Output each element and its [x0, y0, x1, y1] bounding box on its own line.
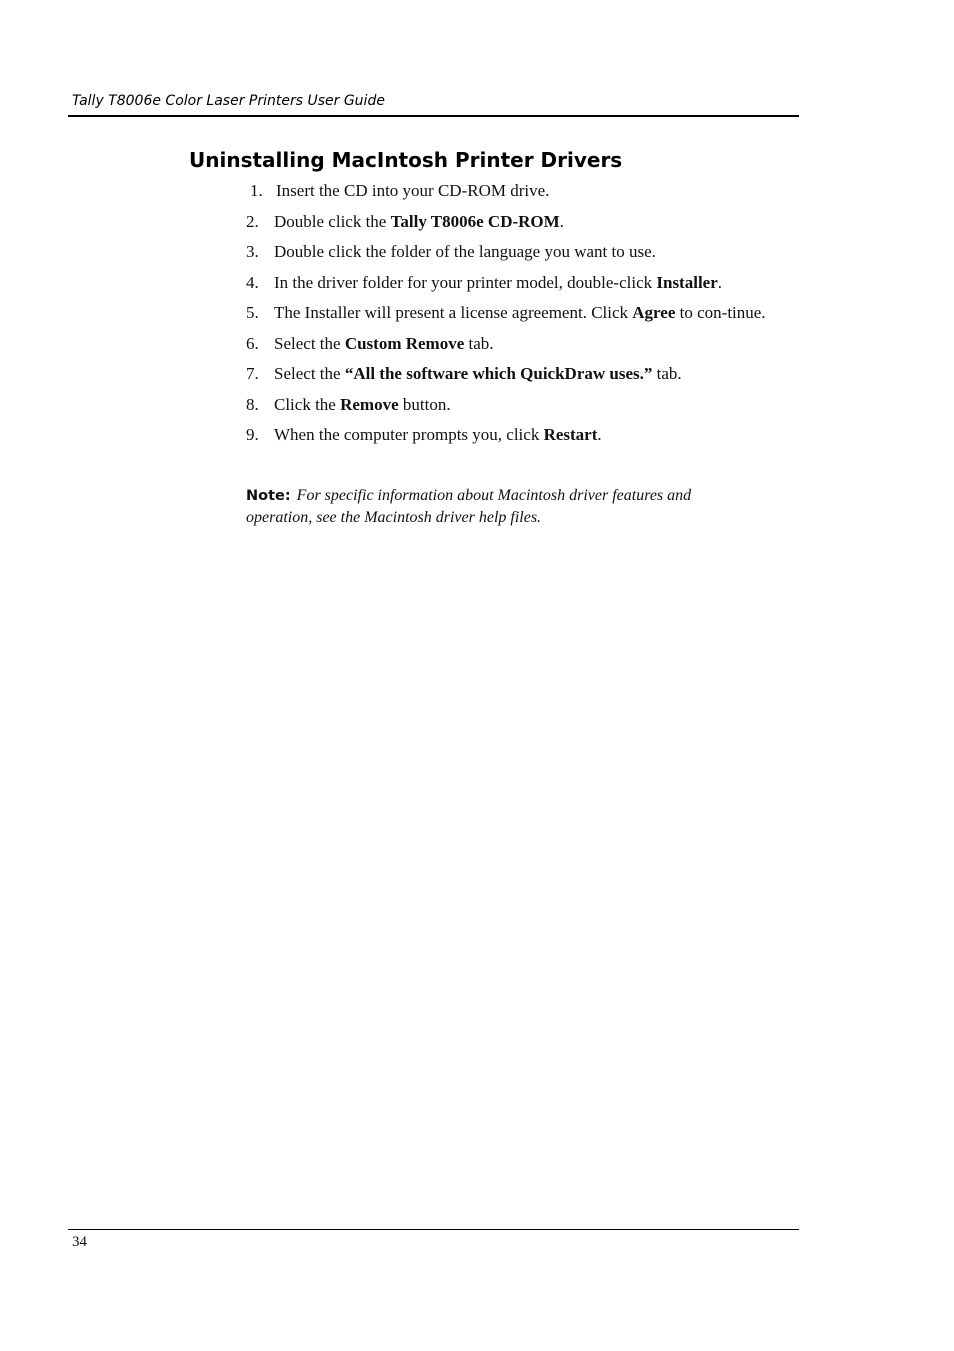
step-emphasis: Agree [632, 303, 676, 322]
step-emphasis: Remove [340, 394, 399, 414]
step-emphasis: Custom Remove [344, 333, 465, 353]
step-text-end: to con-tinue. [675, 303, 766, 322]
step-emphasis: “All the software which QuickDraw uses.” [344, 364, 653, 383]
step-text-end: . [597, 425, 602, 444]
step-number: 4. [246, 272, 259, 292]
step-number: 1. [250, 181, 263, 200]
step-text: Select the [274, 364, 345, 383]
step-emphasis: Installer [656, 272, 718, 292]
list-item [246, 424, 776, 445]
step-number: 2. [246, 211, 259, 231]
note-label: Note: [246, 488, 291, 504]
step-text: In the driver folder for your printer model, double-click [274, 272, 657, 292]
list-item [246, 180, 776, 201]
list-item [246, 211, 776, 232]
step-number: 9. [246, 425, 259, 444]
step-text: Select the [274, 333, 345, 353]
step-text: The Installer will present a license agreement. Click [274, 303, 633, 322]
list-item [246, 241, 776, 262]
step-text: Click the [274, 394, 341, 414]
step-emphasis: Tally T8006e CD-ROM [390, 211, 560, 231]
step-text: When the computer prompts you, click [274, 425, 544, 444]
steps-list [246, 180, 776, 455]
step-number: 8. [246, 394, 259, 414]
step-text: Insert the CD into your CD-ROM drive. [276, 181, 550, 200]
list-item [246, 363, 776, 384]
step-number: 3. [246, 242, 259, 261]
step-number: 5. [246, 303, 259, 322]
step-text-end: tab. [464, 333, 494, 353]
step-text-end: button. [398, 394, 451, 414]
step-text: Double click the folder of the language you want to use. [274, 242, 656, 261]
step-text: Double click the [274, 211, 391, 231]
list-item [246, 394, 776, 415]
list-item [246, 302, 776, 323]
note-block [246, 485, 716, 528]
header-rule [68, 115, 799, 117]
list-item [246, 272, 776, 293]
footer-rule [68, 1229, 799, 1230]
note-text: For specific information about Macintosh driver features and operation, see the Macintosh driver help files. [246, 487, 692, 526]
step-text-end: tab. [652, 364, 682, 383]
step-text-end: . [559, 211, 564, 231]
list-item [246, 333, 776, 354]
page-number: 34 [72, 1234, 87, 1250]
running-header: Tally T8006e Color Laser Printers User Guide [72, 93, 385, 109]
step-emphasis: Restart [543, 425, 598, 444]
step-number: 7. [246, 364, 259, 383]
step-text-end: . [717, 272, 723, 292]
step-number: 6. [246, 333, 259, 353]
section-title: Uninstalling MacIntosh Printer Drivers [189, 148, 623, 172]
